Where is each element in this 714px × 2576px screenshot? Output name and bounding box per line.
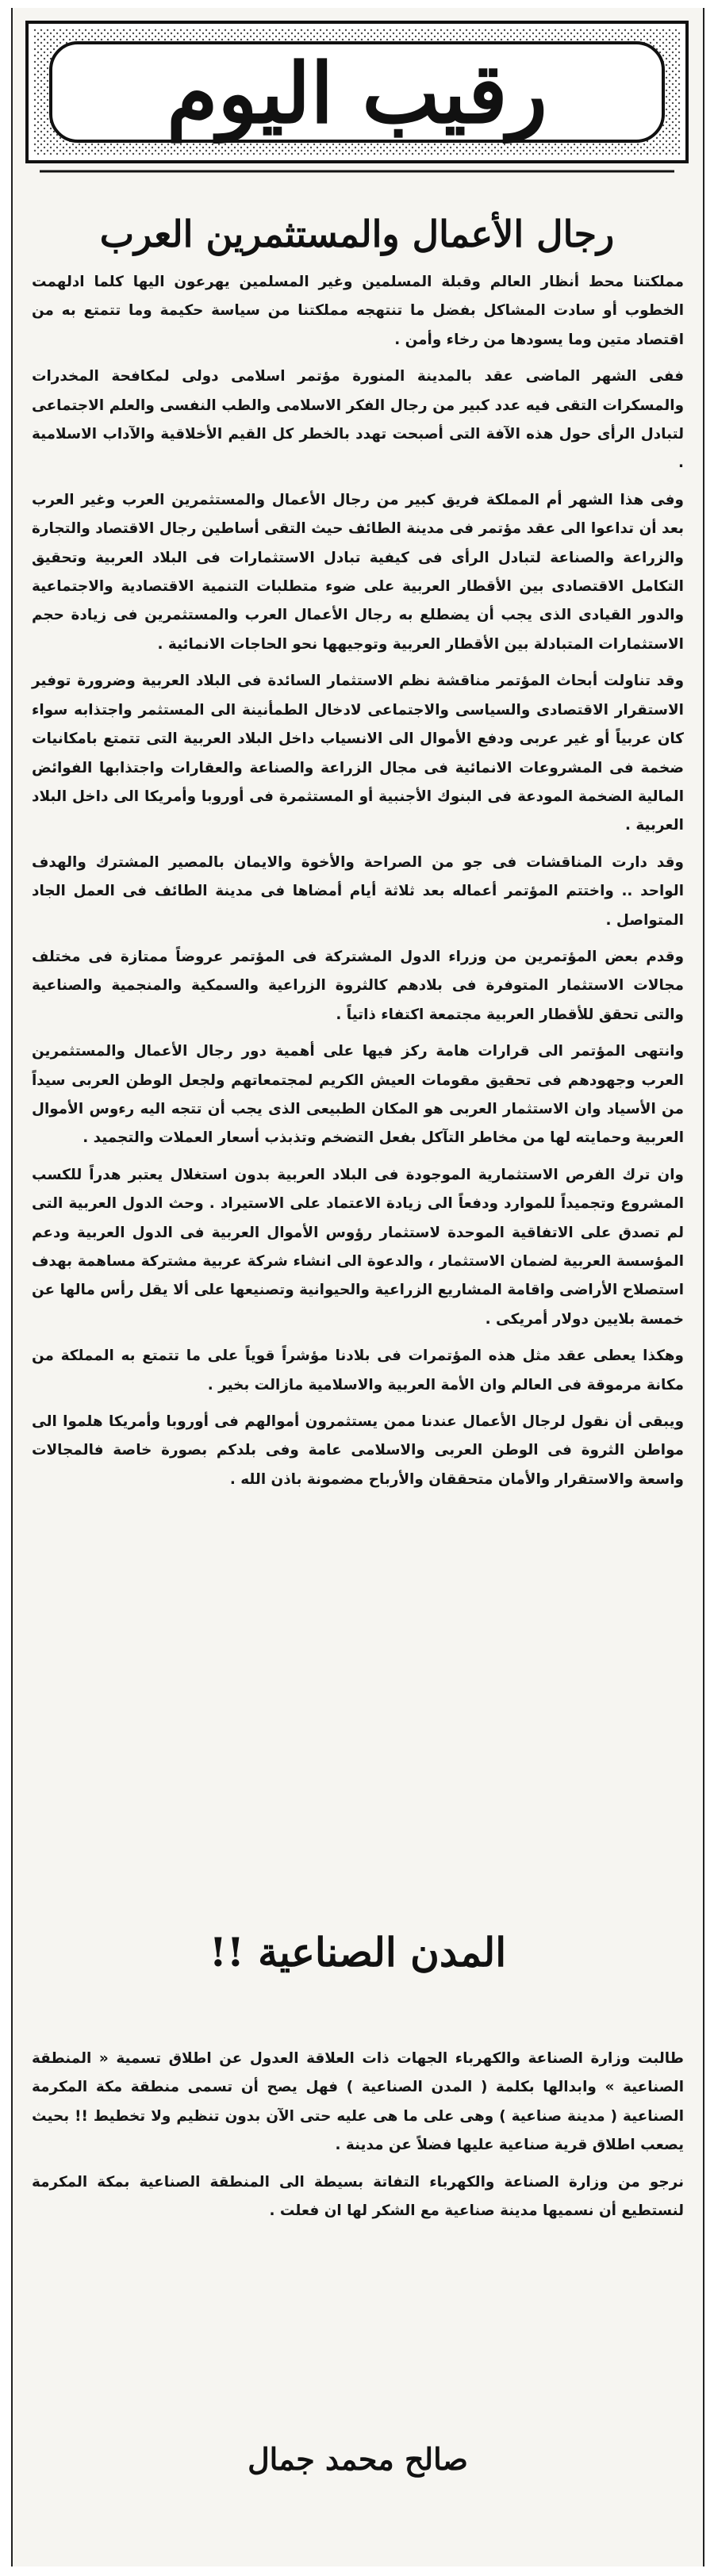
article-paragraph: مملكتنا محط أنظار العالم وقبلة المسلمين وغير المسلمين يهرعون اليها كلما ادلهمت الخطوب أو سادت المشاكل بفضل ما تنتهجه مملكتنا من سياسة حكيمة وما تتمتع به من اقتصاد متين وما يسودها من رخاء وأمن .	[32, 274, 684, 348]
article-paragraph: وان ترك الفرص الاستثمارية الموجودة فى البلاد العربية بدون استغلال يعتبر هدراً للكسب المشروع وتجميداً للموارد ودفعاً الى زيادة الاعتماد على الاستيراد . وحث الدول العربية التى لم تصدق على الاتفاقية الموحدة لاستثمار رؤوس الأموال العربية فى الدول العربية ودعم المؤسسة العربية لضمان الاستثمار ، والدعوة الى انشاء شركة عربية مشتركة مساهمة بهدف استصلاح الأراضى واقامة المشاريع الزراعية والحيوانية وتصنيعها على ألا يقل رأس مالها عن خمسة بلايين دولار أمريكى .	[32, 1166, 684, 1328]
article-paragraph: نرجو من وزارة الصناعة والكهرباء التفاتة بسيطة الى المنطقة الصناعية بمكة المكرمة لنستطيع أن نسميها مدينة صناعية مع الشكر لها ان فعلت .	[32, 2173, 684, 2220]
author-byline: صالح محمد جمال	[248, 2441, 468, 2477]
article-paragraph: طالبت وزارة الصناعة والكهرباء الجهات ذات العلاقة العدول عن اطلاق تسمية « المنطقة الصناعية » وابدالها بكلمة ( المدن الصناعية ) فهل يصح أن تسمى منطقة مكة المكرمة الصناعية ( مدينة صناعية ) وهى على ما هى عليه حتى الآن بدون تنظيم ولا تخطيط !! بحيث يصعب اطلاق قرية صناعية عليها فضلاً عن مدينة .	[32, 2050, 684, 2154]
article-body	[32, 268, 684, 1502]
column-masthead	[24, 19, 690, 178]
masthead-logo	[24, 19, 690, 178]
article-paragraph: وقد تناولت أبحاث المؤتمر مناقشة نظم الاستثمار السائدة فى البلاد العربية وضرورة توفير الاستقرار الاقتصادى والسياسى والاجتماعى لادخال الطمأنينة الى المستثمر واجتذابه سواء كان عربياً أو غير عربى ودفع الأموال الى الانسياب داخل البلاد العربية التى تتمتع بامكانيات ضخمة فى المشروعات الانمائية فى مجال الزراعة والصناعة والعقارات واجتذابها الفوائض المالية الضخمة المودعة فى البنوك الأجنبية أو المستثمرة فى أوروبا وأمريكا الى داخل البلاد العربية .	[32, 673, 684, 834]
article-paragraph: ففى الشهر الماضى عقد بالمدينة المنورة مؤتمر اسلامى دولى لمكافحة المخدرات والمسكرات التقى فيه عدد كبير من رجال الفكر الاسلامى والطب النفسى والعلم الاجتماعى لتبادل الرأى حول هذه الآفة التى أصبحت تهدد بالخطر كل القيم الأخلاقية والآداب الاسلامية .	[32, 368, 684, 472]
article-paragraph: وفى هذا الشهر أم المملكة فريق كبير من رجال الأعمال والمستثمرين العرب وغير العرب بعد أن تداعوا الى عقد مؤتمر فى مدينة الطائف حيث التقى أساطين رجال الاقتصاد والتجارة والزراعة والصناعة لتبادل الرأى فى كيفية تبادل الاستثمارات فى البلاد العربية وتحقيق التكامل الاقتصادى بين الأقطار العربية على ضوء متطلبات التنمية الاقتصادية والاجتماعية والدور القيادى الذى يجب أن يضطلع به رجال الأعمال العرب والمستثمرين فى زيادة حجم الاستثمارات المتبادلة بين الأقطار العربية وتوجيهها نحو الحاجات الانمائية .	[32, 491, 684, 653]
article-paragraph: وقدم بعض المؤتمرين من وزراء الدول المشتركة فى المؤتمر عروضاً ممتازة فى مختلف مجالات الاستثمار المتوفرة فى بلادهم كالثروة الزراعية والسمكية والمنجمية والصناعية والتى تحقق للأقطار العربية مجتمعة اكتفاء ذاتياً .	[32, 948, 684, 1023]
section-subheading: المدن الصناعية !!	[209, 1929, 507, 1976]
masthead-title: رقيب اليوم	[167, 44, 547, 142]
article-body-secondary	[32, 2045, 684, 2233]
article-paragraph: وقد دارت المناقشات فى جو من الصراحة والأخوة والايمان بالمصير المشترك والهدف الواحد .. واختتم المؤتمر أعماله بعد ثلاثة أيام أمضاها فى مدينة الطائف فى العمل الجاد المتواصل .	[32, 853, 684, 929]
article-headline: رجال الأعمال والمستثمرين العرب	[99, 213, 615, 255]
article-paragraph: ويبقى أن نقول لرجال الأعمال عندنا ممن يستثمرون أموالهم فى أوروبا وأمريكا هلموا الى مواطن الثروة فى الوطن العربى والاسلامى عامة وفى بلدكم بصورة خاصة فالمجالات واسعة والاستقرار والأمان متحققان والأرباح مضمونة باذن الله .	[32, 1413, 684, 1488]
article-paragraph: وانتهى المؤتمر الى قرارات هامة ركز فيها على أهمية دور رجال الأعمال والمستثمرين العرب وجهودهم فى تحقيق مقومات العيش الكريم لمجتمعاتهم ولجعل الوطن العربى سيداً من الأسياد وان الاستثمار العربى هو المكان الطبيعى الذى يجب أن تتجه اليه رءوس الأموال العربية وحمايته لها من مخاطر التآكل بفعل التضخم وتذبذب أسعار العملات والتجميد .	[32, 1043, 684, 1147]
article-paragraph: وهكذا يعطى عقد مثل هذه المؤتمرات فى بلادنا مؤشراً قوياً على ما تتمتع به المملكة من مكانة مرموقة فى العالم وان الأمة العربية والاسلامية مازالت بخير .	[32, 1347, 684, 1393]
